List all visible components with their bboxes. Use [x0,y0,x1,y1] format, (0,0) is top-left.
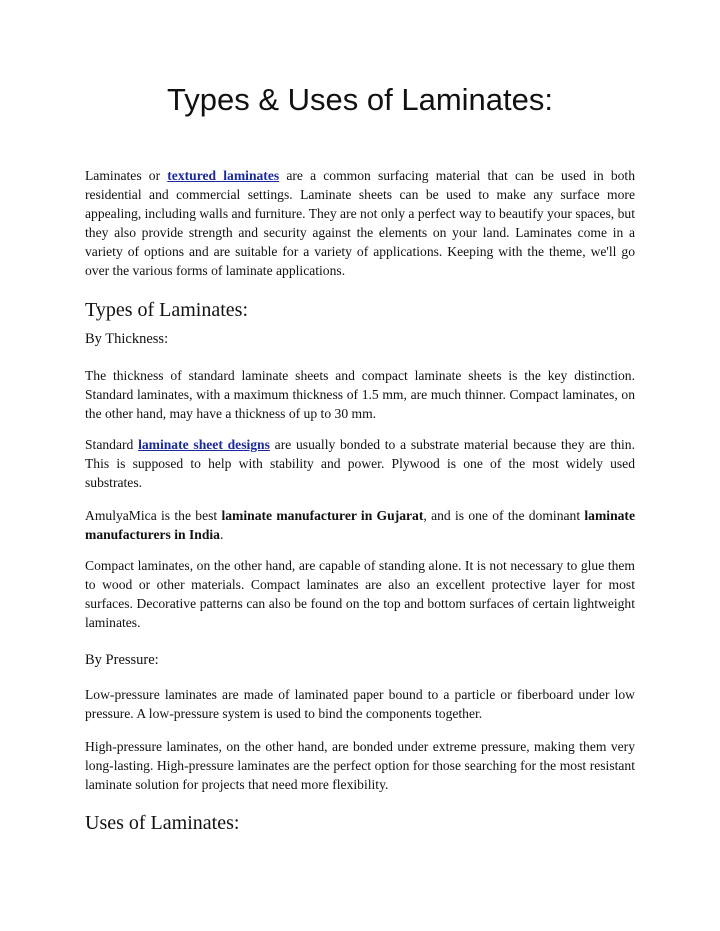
thickness-paragraph-4: Compact laminates, on the other hand, are capable of standing alone. It is not necessary to glue them to wood or other materials. Compact laminates are also an excellent protective layer for most surfaces. Decorative patterns can also be found on the top and bottom surfaces of certain lightweight laminates. [85,558,635,630]
thickness-p3-end: . [219,527,224,542]
thickness-p2-rest: are usually bonded to a substrate material because they are thin. This is supposed to help with stability and power. Plywood is one of the most widely used substrates. [85,437,636,490]
types-heading-block [85,298,635,322]
intro-paragraph-block [85,166,635,280]
manufacturers-india-bold: laminate manufacturers in India [85,508,635,542]
pressure-paragraph-1: Low-pressure laminates are made of laminated paper bound to a particle or fiberboard under low pressure. A low-pressure system is used to bind the components together. [85,687,635,721]
pressure-paragraph-2-block [85,737,635,794]
pressure-paragraph-2: High-pressure laminates, on the other hand, are bonded under extreme pressure, making them very long-lasting. High-pressure laminates are the perfect option for those searching for the most resistant laminate solution for projects that need more flexibility. [85,739,635,792]
thickness-paragraph-3 [85,506,635,544]
thickness-p3-start: AmulyaMica is the best [85,508,222,523]
uses-heading: Uses of Laminates: [85,812,240,834]
pressure-paragraph-1-block [85,685,635,723]
uses-heading-block [85,811,635,835]
thickness-p2-start: Standard [85,437,139,452]
by-thickness-subheading: By Thickness: [85,331,169,347]
page-title: Types & Uses of Laminates: [167,82,553,117]
by-pressure-block [85,651,635,670]
intro-paragraph [85,166,635,280]
laminate-sheet-designs-link[interactable]: laminate sheet designs [138,437,270,452]
intro-text-rest: are a common surfacing material that can be used in both residential and commercial settings. Laminate sheets can be used to make any surface more appealing, including walls and furniture. They are not only a perfect way to beautify your spaces, but they also provide strength and security against the elements on your land. Laminates come in a variety of options and are suitable for a variety of applications. Keeping with the theme, we'll go over the various forms of laminate applications. [85,168,635,278]
thickness-paragraph-2 [85,435,635,492]
thickness-paragraph-1-block [85,366,635,423]
manufacturer-gujarat-bold: laminate manufacturer in Gujarat [221,508,424,523]
thickness-p3-mid: , and is one of the dominant [423,508,585,523]
by-pressure-subheading: By Pressure: [85,652,159,668]
thickness-paragraph-2-block [85,435,635,492]
thickness-paragraph-1: The thickness of standard laminate sheets and compact laminate sheets is the key distinction. Standard laminates, with a maximum thickness of 1.5 mm, are much thinner. Compact laminates, on the other hand, may have a thickness of up to 30 mm. [85,368,635,421]
types-heading: Types of Laminates: [85,299,248,321]
textured-laminates-link[interactable]: textured laminates [167,168,280,183]
by-thickness-block [85,330,635,349]
intro-text-start: Laminates or [85,168,168,183]
thickness-paragraph-3-block [85,506,635,544]
thickness-paragraph-4-block [85,556,635,632]
